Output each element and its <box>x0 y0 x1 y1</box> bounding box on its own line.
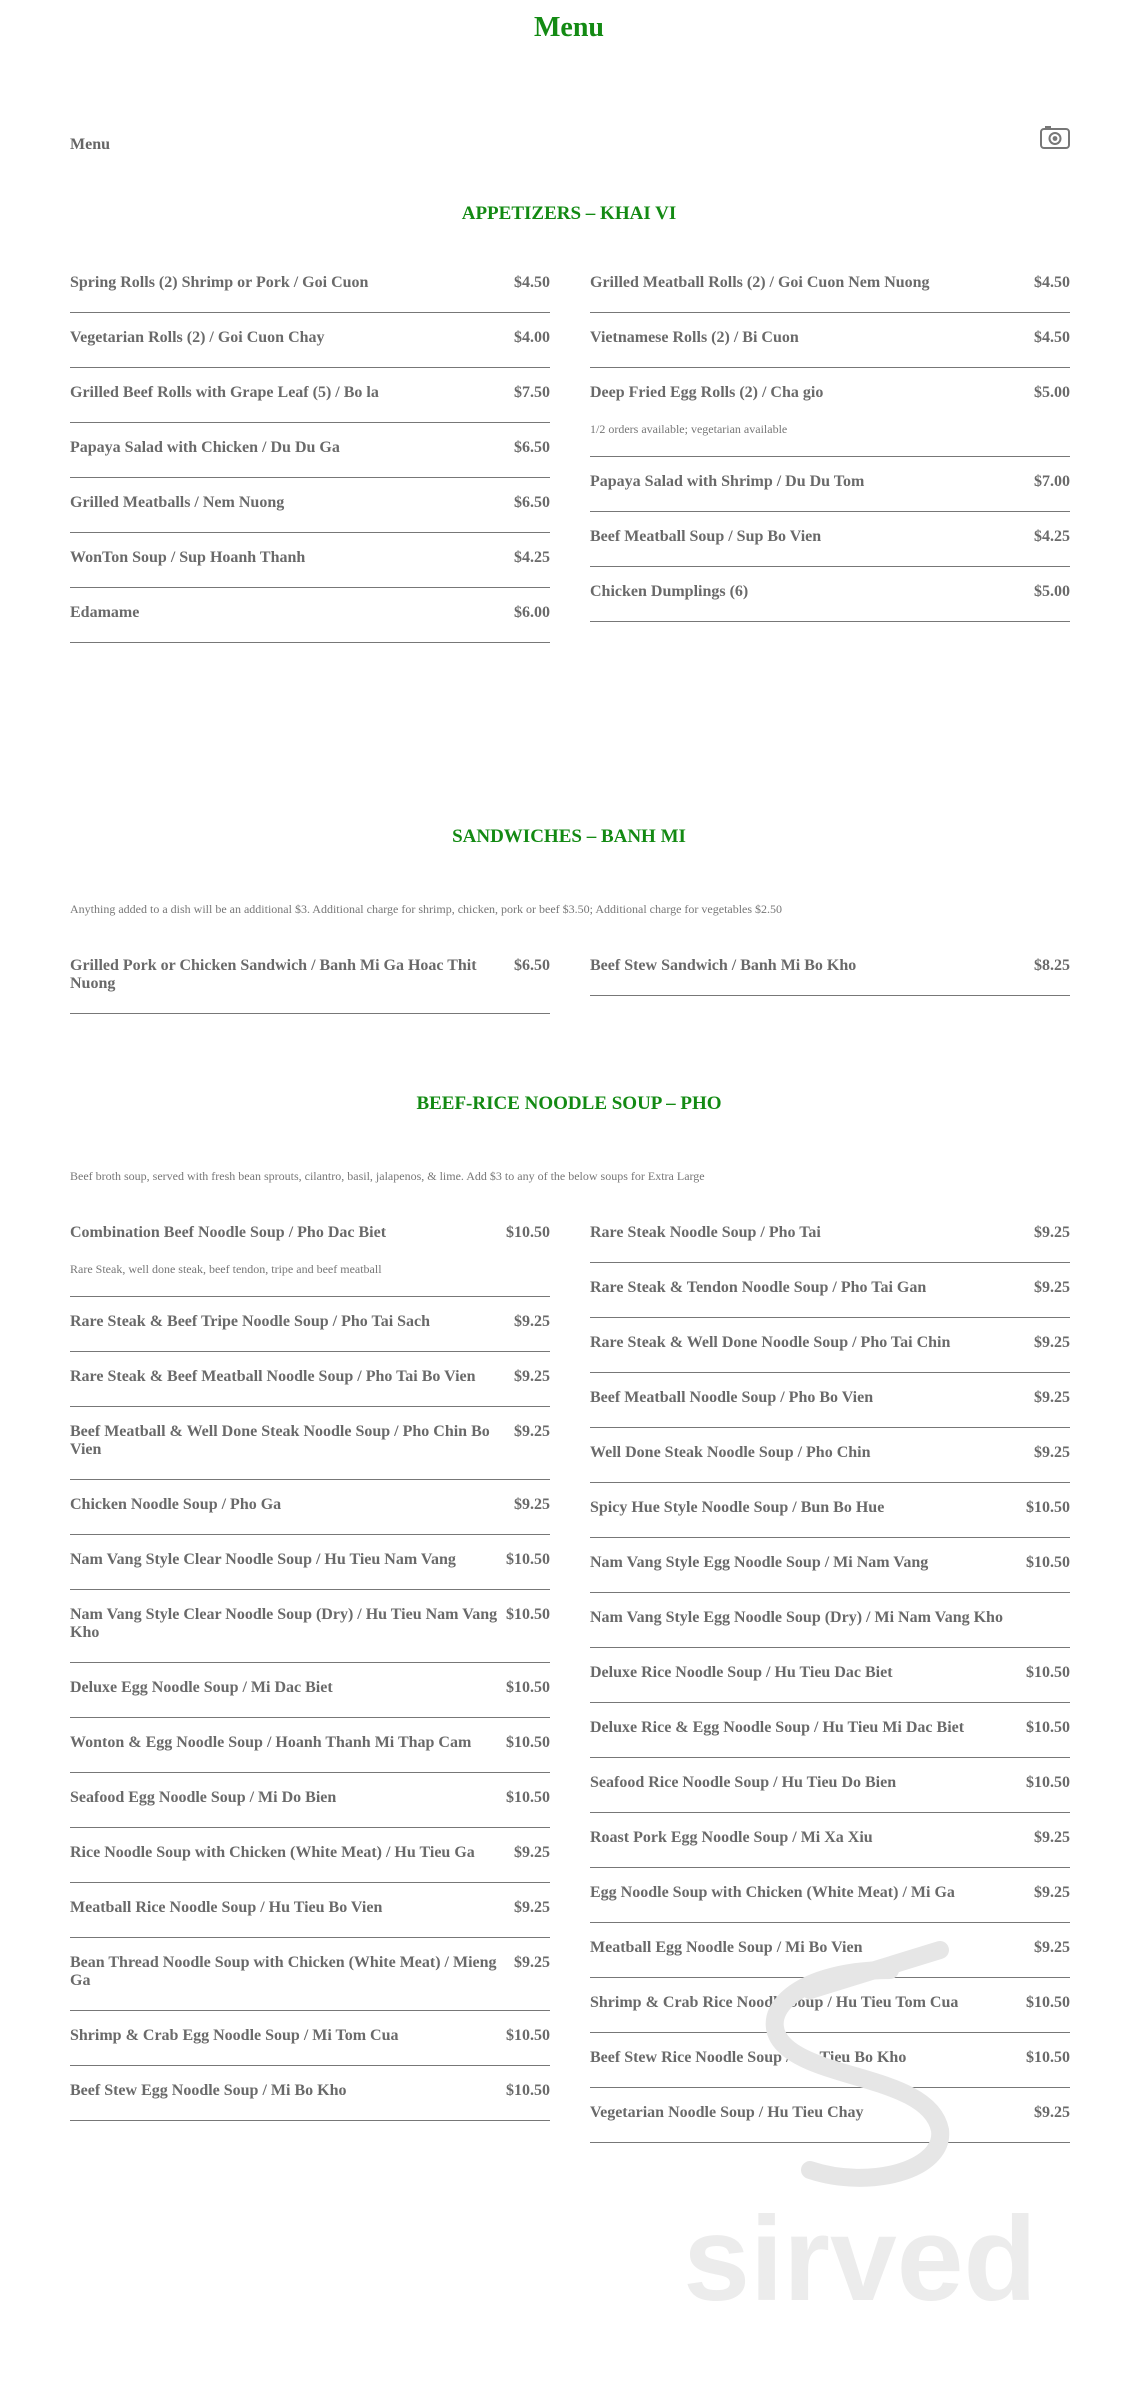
menu-item-price: $10.50 <box>1026 1554 1070 1571</box>
menu-item-price: $9.25 <box>1034 1389 1070 1406</box>
menu-item <box>590 1373 1070 1428</box>
menu-item-name: Well Done Steak Noodle Soup / Pho Chin <box>590 1444 871 1461</box>
menu-item-name: Nam Vang Style Clear Noodle Soup / Hu Tieu Nam Vang <box>70 1551 456 1568</box>
menu-item-price: $9.25 <box>514 1496 550 1513</box>
menu-item-description: 1/2 orders available; vegetarian available <box>590 422 788 436</box>
menu-item-row <box>70 1954 550 1990</box>
menu-item-price: $10.50 <box>506 1679 550 1696</box>
menu-item <box>590 1868 1070 1923</box>
svg-text:sirved: sirved <box>683 2192 1037 2310</box>
menu-item-row <box>70 1844 550 1862</box>
menu-item-price: $4.00 <box>514 329 550 346</box>
menu-item-name: Rare Steak & Tendon Noodle Soup / Pho Tai Gan <box>590 1279 927 1296</box>
menu-item-row <box>590 1389 1070 1407</box>
menu-item-row <box>70 439 550 457</box>
menu-item <box>70 1590 550 1663</box>
menu-item-row <box>590 1884 1070 1902</box>
menu-item-price: $4.25 <box>1034 528 1070 545</box>
menu-item <box>590 1648 1070 1703</box>
menu-item-price: $7.50 <box>514 384 550 401</box>
menu-item-name: Nam Vang Style Egg Noodle Soup / Mi Nam Vang <box>590 1554 929 1571</box>
menu-item-row <box>70 329 550 347</box>
menu-item-row <box>590 583 1070 601</box>
menu-item-name: Rare Steak & Well Done Noodle Soup / Pho Tai Chin <box>590 1334 951 1351</box>
menu-item-price: $9.25 <box>1034 1224 1070 1241</box>
menu-item-price: $4.50 <box>1034 274 1070 291</box>
menu-item-row <box>590 1554 1070 1572</box>
menu-item <box>70 1352 550 1407</box>
menu-item-price: $9.25 <box>1034 1444 1070 1461</box>
menu-item-row <box>590 1664 1070 1682</box>
menu-item-name: Egg Noodle Soup with Chicken (White Meat) / Mi Ga <box>590 1884 955 1901</box>
menu-item <box>590 1923 1070 1978</box>
menu-item-name: Beef Meatball Soup / Sup Bo Vien <box>590 528 822 545</box>
menu-item-name: Beef Stew Sandwich / Banh Mi Bo Kho <box>590 957 857 974</box>
menu-item-row <box>70 549 550 567</box>
menu-item <box>70 478 550 533</box>
menu-item-row <box>70 1789 550 1807</box>
menu-item-price: $10.50 <box>1026 1719 1070 1736</box>
menu-item-name: Meatball Egg Noodle Soup / Mi Bo Vien <box>590 1939 863 1956</box>
menu-item-row <box>590 1224 1070 1242</box>
menu-item <box>590 1263 1070 1318</box>
menu-item <box>590 1483 1070 1538</box>
menu-item-price: $9.25 <box>514 1313 550 1330</box>
breadcrumb[interactable]: Menu <box>70 136 110 153</box>
menu-item-row <box>70 1606 550 1642</box>
menu-item-name: Vegetarian Noodle Soup / Hu Tieu Chay <box>590 2104 864 2121</box>
menu-item <box>590 1978 1070 2033</box>
menu-item-price: $10.50 <box>506 1734 550 1751</box>
menu-item-row <box>590 473 1070 491</box>
menu-item <box>70 1297 550 1352</box>
menu-item <box>70 1480 550 1535</box>
section-note-sandwiches: Anything added to a dish will be an additional $3. Additional charge for shrimp, chicken, pork or beef $3.50; Additional charge for vegetables $2.50 <box>70 902 783 916</box>
menu-item-row <box>70 1551 550 1569</box>
menu-item-row <box>590 1334 1070 1352</box>
menu-item <box>70 1773 550 1828</box>
page-title: Menu <box>534 12 604 43</box>
menu-item-row <box>590 957 1070 975</box>
menu-item-name: Grilled Beef Rolls with Grape Leaf (5) / Bo la <box>70 384 379 401</box>
menu-item-row <box>70 1496 550 1514</box>
menu-item-price: $10.50 <box>1026 1499 1070 1516</box>
menu-item-row <box>590 1774 1070 1792</box>
menu-item-price: $10.50 <box>1026 1664 1070 1681</box>
menu-item-price: $10.50 <box>506 1789 550 1806</box>
menu-item-name: Chicken Dumplings (6) <box>590 583 749 600</box>
menu-item-row <box>590 274 1070 292</box>
menu-item-price: $9.25 <box>1034 1939 1070 1956</box>
menu-item-price: $6.00 <box>514 604 550 621</box>
menu-item-row <box>70 274 550 292</box>
menu-item <box>590 368 1070 457</box>
menu-item <box>70 2066 550 2121</box>
menu-item-row <box>70 2082 550 2100</box>
menu-item-price: $10.50 <box>1026 1994 1070 2011</box>
menu-item <box>590 1428 1070 1483</box>
menu-item-row <box>70 1224 550 1242</box>
sandwiches-left-column <box>70 941 550 1014</box>
menu-item-row <box>70 957 550 993</box>
menu-item-price: $4.50 <box>1034 329 1070 346</box>
menu-item-row <box>70 1423 550 1459</box>
menu-item-name: Rare Steak & Beef Meatball Noodle Soup / Pho Tai Bo Vien <box>70 1368 476 1385</box>
menu-item-row <box>70 494 550 512</box>
menu-item-name: Beef Meatball Noodle Soup / Pho Bo Vien <box>590 1389 874 1406</box>
menu-item-name: Shrimp & Crab Rice Noodle Soup / Hu Tieu Tom Cua <box>590 1994 959 2011</box>
menu-item <box>70 2011 550 2066</box>
menu-item <box>590 1813 1070 1868</box>
menu-item-name: Edamame <box>70 604 140 621</box>
pho-right-column <box>590 1208 1070 2143</box>
menu-item-row <box>590 1719 1070 1737</box>
menu-item-name: Beef Meatball & Well Done Steak Noodle Soup / Pho Chin Bo Vien <box>70 1423 490 1458</box>
menu-item <box>590 313 1070 368</box>
menu-item <box>590 2088 1070 2143</box>
section-title-sandwiches: SANDWICHES – BANH MI <box>452 826 686 847</box>
menu-item <box>70 1828 550 1883</box>
menu-item-name: Seafood Egg Noodle Soup / Mi Do Bien <box>70 1789 337 1806</box>
menu-item-name: Roast Pork Egg Noodle Soup / Mi Xa Xiu <box>590 1829 873 1846</box>
menu-item-row <box>590 1444 1070 1462</box>
menu-item-row <box>590 1279 1070 1297</box>
pho-left-column <box>70 1208 550 2121</box>
menu-item-row <box>590 1994 1070 2012</box>
menu-item <box>70 1535 550 1590</box>
menu-item-name: Seafood Rice Noodle Soup / Hu Tieu Do Bien <box>590 1774 897 1791</box>
menu-item-price: $10.50 <box>1026 2049 1070 2066</box>
menu-item-name: Chicken Noodle Soup / Pho Ga <box>70 1496 282 1513</box>
sandwiches-right-column <box>590 941 1070 996</box>
menu-item-row <box>70 1734 550 1752</box>
menu-item-name: WonTon Soup / Sup Hoanh Thanh <box>70 549 306 566</box>
menu-item-row <box>590 329 1070 347</box>
menu-item-name: Deluxe Rice Noodle Soup / Hu Tieu Dac Biet <box>590 1664 893 1681</box>
menu-item-price: $5.00 <box>1034 583 1070 600</box>
menu-item-row <box>590 2049 1070 2067</box>
menu-item-name: Wonton & Egg Noodle Soup / Hoanh Thanh Mi Thap Cam <box>70 1734 472 1751</box>
menu-item <box>590 512 1070 567</box>
menu-item-name: Nam Vang Style Clear Noodle Soup (Dry) / Hu Tieu Nam Vang Kho <box>70 1606 498 1641</box>
menu-item-row <box>590 1939 1070 1957</box>
menu-item <box>70 313 550 368</box>
menu-item-price: $8.25 <box>1034 957 1070 974</box>
menu-item-name: Bean Thread Noodle Soup with Chicken (White Meat) / Mieng Ga <box>70 1954 497 1989</box>
menu-item <box>590 1758 1070 1813</box>
section-title-appetizers: APPETIZERS – KHAI VI <box>461 203 677 224</box>
menu-item-row <box>70 1899 550 1917</box>
menu-item-name: Deep Fried Egg Rolls (2) / Cha gio <box>590 384 824 401</box>
menu-item-price: $9.25 <box>1034 1884 1070 1901</box>
menu-item <box>590 1703 1070 1758</box>
menu-item <box>70 1208 550 1297</box>
menu-item <box>70 941 550 1014</box>
menu-item-price: $9.25 <box>514 1954 550 1971</box>
section-note-pho: Beef broth soup, served with fresh bean sprouts, cilantro, basil, jalapenos, & lime. Add $3 to any of the below soups for Extra Large <box>70 1169 705 1183</box>
menu-item-price: $9.25 <box>514 1899 550 1916</box>
menu-item-name: Grilled Meatball Rolls (2) / Goi Cuon Nem Nuong <box>590 274 930 291</box>
menu-item-price: $10.50 <box>506 2082 550 2099</box>
menu-item-price: $9.25 <box>1034 1334 1070 1351</box>
menu-item-row <box>590 384 1070 402</box>
menu-item-name: Vietnamese Rolls (2) / Bi Cuon <box>590 329 799 346</box>
menu-item <box>70 258 550 313</box>
menu-item-price: $5.00 <box>1034 384 1070 401</box>
menu-item-row <box>70 1679 550 1697</box>
menu-item-price: $6.50 <box>514 957 550 974</box>
menu-item-row <box>590 528 1070 546</box>
menu-item-price: $9.25 <box>1034 1279 1070 1296</box>
menu-item-name: Shrimp & Crab Egg Noodle Soup / Mi Tom Cua <box>70 2027 399 2044</box>
menu-item-name: Deluxe Rice & Egg Noodle Soup / Hu Tieu Mi Dac Biet <box>590 1719 965 1736</box>
menu-item <box>70 423 550 478</box>
menu-item <box>70 1883 550 1938</box>
menu-item-name: Grilled Meatballs / Nem Nuong <box>70 494 285 511</box>
menu-item <box>590 1593 1070 1648</box>
menu-item-price: $9.25 <box>514 1844 550 1861</box>
appetizers-left-column <box>70 258 550 643</box>
menu-item <box>590 2033 1070 2088</box>
menu-item-name: Deluxe Egg Noodle Soup / Mi Dac Biet <box>70 1679 333 1696</box>
menu-item-price: $10.50 <box>506 1551 550 1568</box>
section-title-pho: BEEF-RICE NOODLE SOUP – PHO <box>416 1093 722 1114</box>
menu-item-name: Grilled Pork or Chicken Sandwich / Banh Mi Ga Hoac Thit Nuong <box>70 957 477 992</box>
menu-item-name: Spicy Hue Style Noodle Soup / Bun Bo Hue <box>590 1499 885 1516</box>
menu-item-name: Spring Rolls (2) Shrimp or Pork / Goi Cuon <box>70 274 369 291</box>
menu-item-row <box>590 2104 1070 2122</box>
menu-item <box>590 941 1070 996</box>
menu-item <box>70 533 550 588</box>
menu-item-price: $4.50 <box>514 274 550 291</box>
menu-item-price: $9.25 <box>1034 2104 1070 2121</box>
menu-item-price: $10.50 <box>1026 1774 1070 1791</box>
menu-item-description: Rare Steak, well done steak, beef tendon, tripe and beef meatball <box>70 1262 382 1276</box>
menu-item-name: Papaya Salad with Chicken / Du Du Ga <box>70 439 340 456</box>
menu-item <box>590 258 1070 313</box>
menu-item <box>590 1538 1070 1593</box>
menu-item-row <box>590 1829 1070 1847</box>
menu-item <box>70 1407 550 1480</box>
appetizers-right-column <box>590 258 1070 622</box>
menu-item <box>70 588 550 643</box>
menu-item-name: Beef Stew Egg Noodle Soup / Mi Bo Kho <box>70 2082 347 2099</box>
menu-item <box>590 567 1070 622</box>
menu-item-price: $7.00 <box>1034 473 1070 490</box>
menu-item-price: $9.25 <box>514 1368 550 1385</box>
menu-item-row <box>590 1499 1070 1517</box>
menu-item-row <box>70 604 550 622</box>
menu-item <box>590 1318 1070 1373</box>
menu-item <box>70 1938 550 2011</box>
menu-item-name: Vegetarian Rolls (2) / Goi Cuon Chay <box>70 329 325 346</box>
menu-item-name: Combination Beef Noodle Soup / Pho Dac Biet <box>70 1224 387 1241</box>
camera-icon[interactable] <box>1040 124 1070 150</box>
menu-item <box>70 368 550 423</box>
menu-item <box>590 1208 1070 1263</box>
menu-item-price: $10.50 <box>506 1606 550 1623</box>
menu-item-name: Rare Steak Noodle Soup / Pho Tai <box>590 1224 821 1241</box>
menu-item-name: Beef Stew Rice Noodle Soup / Hu Tieu Bo Kho <box>590 2049 907 2066</box>
menu-item-row <box>590 1609 1070 1627</box>
menu-item-name: Nam Vang Style Egg Noodle Soup (Dry) / Mi Nam Vang Kho <box>590 1609 1003 1626</box>
menu-item-name: Meatball Rice Noodle Soup / Hu Tieu Bo Vien <box>70 1899 383 1916</box>
menu-item-row <box>70 1313 550 1331</box>
menu-item-name: Rice Noodle Soup with Chicken (White Meat) / Hu Tieu Ga <box>70 1844 475 1861</box>
menu-item-price: $10.50 <box>506 2027 550 2044</box>
menu-item-price: $4.25 <box>514 549 550 566</box>
menu-item-price: $6.50 <box>514 494 550 511</box>
menu-item <box>70 1663 550 1718</box>
menu-item-row <box>70 2027 550 2045</box>
menu-item-row <box>70 1368 550 1386</box>
menu-item-price: $6.50 <box>514 439 550 456</box>
menu-item-price: $9.25 <box>514 1423 550 1440</box>
menu-item <box>590 457 1070 512</box>
menu-item-price: $10.50 <box>506 1224 550 1241</box>
menu-item <box>70 1718 550 1773</box>
menu-item-name: Papaya Salad with Shrimp / Du Du Tom <box>590 473 865 490</box>
menu-item-row <box>70 384 550 402</box>
menu-item-name: Rare Steak & Beef Tripe Noodle Soup / Pho Tai Sach <box>70 1313 431 1330</box>
menu-item-price: $9.25 <box>1034 1829 1070 1846</box>
